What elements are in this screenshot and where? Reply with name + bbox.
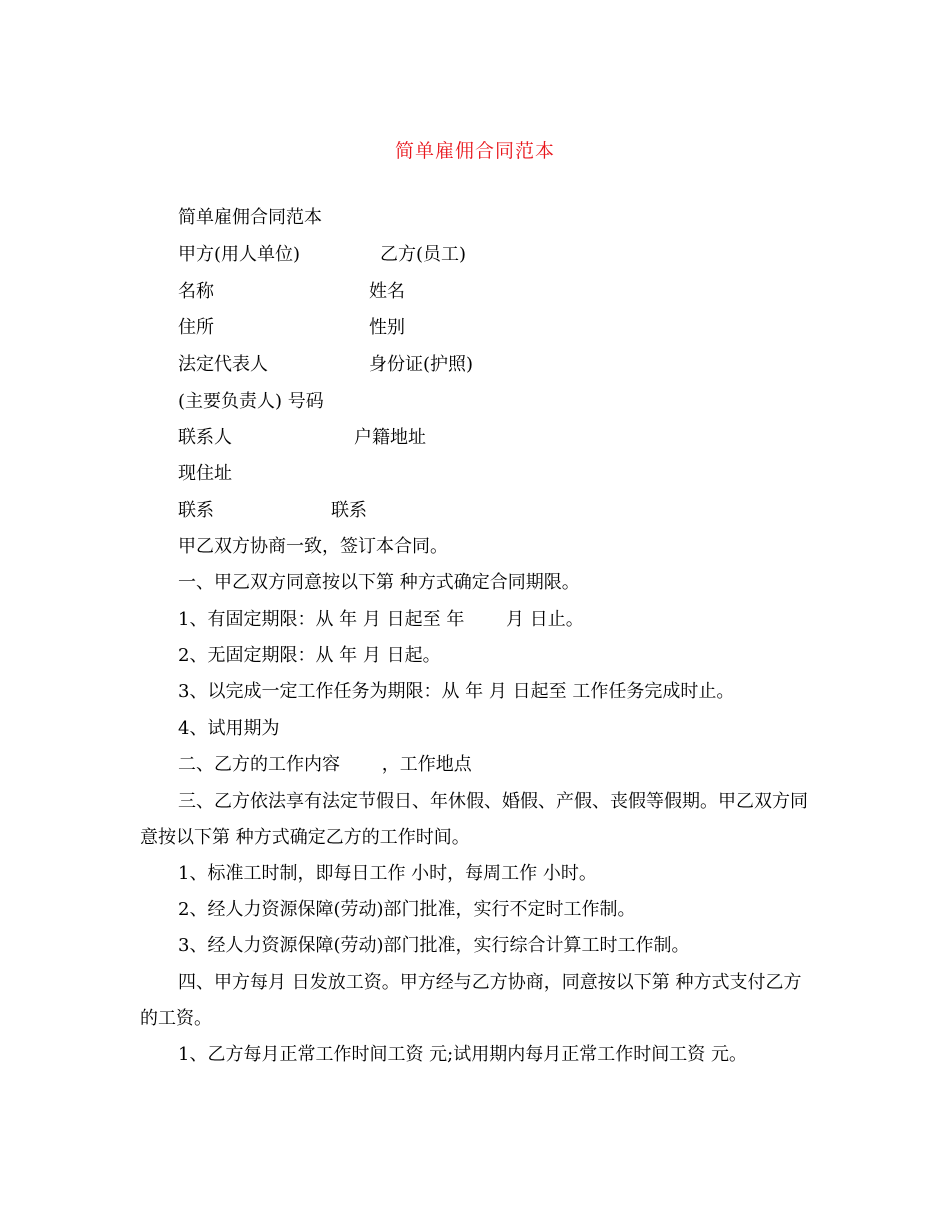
section-3-item-2: 2、经人力资源保障(劳动)部门批准，实行不定时工作制。	[178, 899, 636, 920]
agreement-line: 甲乙双方协商一致，签订本合同。	[178, 536, 448, 557]
section-3: 三、乙方依法享有法定节假日、年休假、婚假、产假、丧假等假期。甲乙双方同意按以下第 种方式确定乙方的工作时间。	[140, 791, 808, 848]
hukou-b-label: 户籍地址	[354, 427, 426, 448]
section-2: 二、乙方的工作内容 ，工作地点	[178, 754, 472, 775]
gender-b-label: 性别	[369, 317, 405, 338]
section-4-item-1: 1、乙方每月正常工作时间工资 元;试用期内每月正常工作时间工资 元。	[178, 1044, 747, 1065]
section-3-item-1: 1、标准工时制，即每日工作 小时，每周工作 小时。	[178, 863, 597, 884]
document-title: 简单雇佣合同范本	[394, 140, 555, 162]
section-1-item-4: 4、试用期为	[178, 718, 280, 739]
legal-rep-label: 法定代表人	[178, 354, 268, 375]
name-a-label: 名称	[178, 281, 214, 302]
name-row	[178, 280, 405, 304]
principal-line: (主要负责人) 号码	[178, 391, 324, 412]
party-row	[178, 243, 467, 267]
party-a-label: 甲方(用人单位)	[178, 244, 301, 265]
contact-b2-label: 联系	[331, 500, 367, 521]
name-b-label: 姓名	[369, 281, 405, 302]
address-a-label: 住所	[178, 317, 214, 338]
party-b-label: 乙方(员工)	[380, 244, 467, 265]
contact-a2-label: 联系	[178, 500, 214, 521]
section-1-item-2: 2、无固定期限：从 年 月 日起。	[178, 645, 441, 666]
current-address-line: 现住址	[178, 463, 232, 484]
id-b-label: 身份证(护照)	[369, 354, 474, 375]
section-3-item-3: 3、经人力资源保障(劳动)部门批准，实行综合计算工时工作制。	[178, 935, 690, 956]
section-1-item-1: 1、有固定期限：从 年 月 日起至 年 月 日止。	[178, 609, 584, 630]
heading-line: 简单雇佣合同范本	[178, 207, 322, 228]
section-1: 一、甲乙双方同意按以下第 种方式确定合同期限。	[178, 572, 580, 593]
contact-a-label: 联系人	[178, 427, 232, 448]
contact2-row	[178, 499, 367, 523]
address-row	[178, 316, 405, 340]
section-4: 四、甲方每月 日发放工资。甲方经与乙方协商，同意按以下第 种方式支付乙方的工资。	[140, 972, 802, 1029]
contact-row	[178, 426, 426, 450]
section-1-item-3: 3、以完成一定工作任务为期限：从 年 月 日起至 工作任务完成时止。	[178, 681, 735, 702]
legal-rep-row	[178, 353, 474, 377]
